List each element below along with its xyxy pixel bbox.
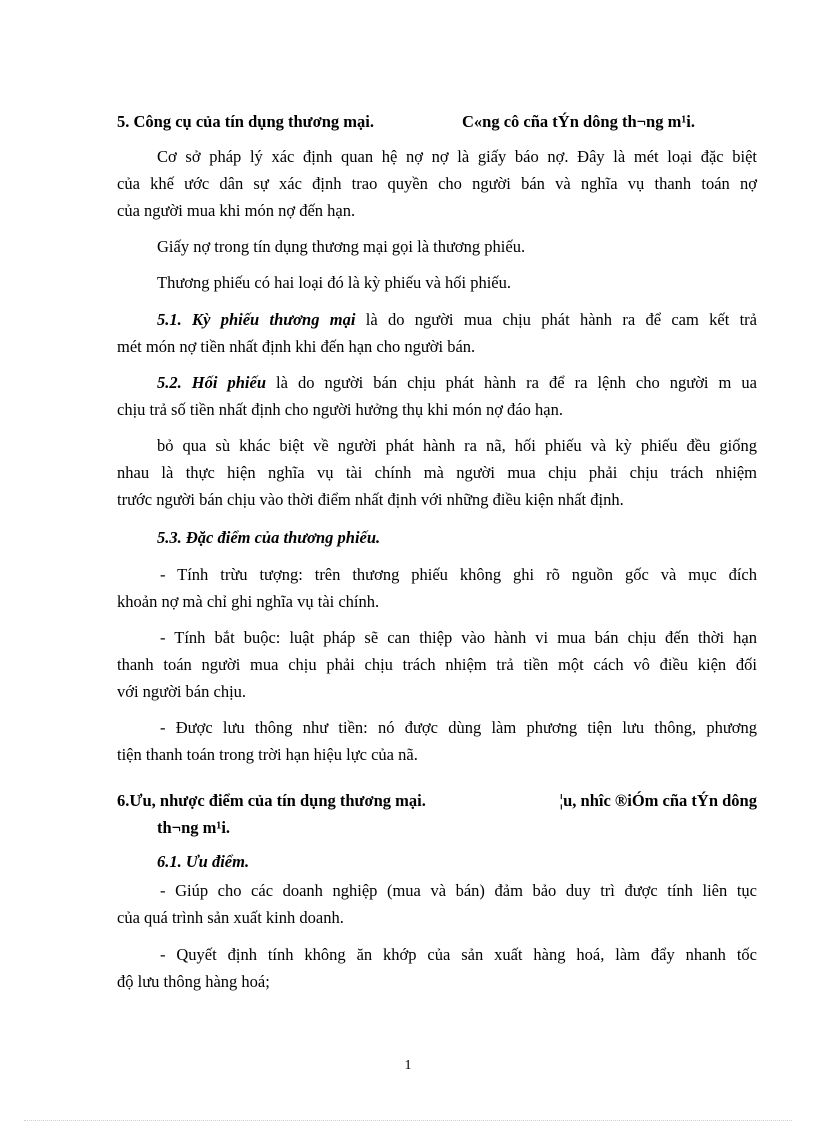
subsection-5-1-title: 5.1. Kỳ phiếu thương mại <box>157 310 356 329</box>
paragraph-line: của người mua khi món nợ đến hạn. <box>117 201 356 220</box>
paragraph-line: Giấy nợ trong tín dụng thương mại gọi là thương phiếu. <box>157 237 526 256</box>
bullet-line: tiện thanh toán trong trời hạn hiệu lực của nã. <box>117 745 418 764</box>
subsection-5-1-line <box>157 310 757 330</box>
bullet-line: khoản nợ mà chỉ ghi nghĩa vụ tài chính. <box>117 592 380 611</box>
bullet-line: độ lưu thông hàng hoá; <box>117 972 270 991</box>
paragraph-text: là do người mua chịu phát hành ra để cam kết trả <box>355 310 758 329</box>
paragraph-line: của khế ước dân sự xác định trao quyền cho người bán và nghĩa vụ thanh toán nợ <box>117 174 757 193</box>
page-bottom-divider <box>24 1120 792 1121</box>
bullet-line: của quá trình sản xuất kinh doanh. <box>117 908 344 927</box>
bullet-line: - Tính trừu tượng: trên thương phiếu không ghi rõ nguồn gốc và mục đích <box>160 565 757 584</box>
section-5-heading-garbled: C«ng cô cña tÝn dông th¬ng m¹i. <box>462 112 696 131</box>
paragraph-line: chịu trả số tiền nhất định cho người hưởng thụ khi món nợ đáo hạn. <box>117 400 563 419</box>
section-5-heading: 5. Công cụ của tín dụng thương mại. <box>117 112 374 131</box>
subsection-5-2-line <box>157 373 757 393</box>
paragraph-line: Cơ sở pháp lý xác định quan hệ nợ nợ là giấy báo nợ. Đây là mét loại đặc biệt <box>157 147 757 166</box>
bullet-line: - Quyết định tính không ăn khớp của sản xuất hàng hoá, làm đẩy nhanh tốc <box>160 945 757 964</box>
page-number: 1 <box>404 1058 412 1073</box>
paragraph-line: mét món nợ tiền nhất định khi đến hạn cho người bán. <box>117 337 476 356</box>
paragraph-line: Thương phiếu có hai loại đó là kỳ phiếu và hối phiếu. <box>157 273 512 292</box>
subsection-6-1-title: 6.1. Ưu điểm. <box>157 852 250 871</box>
paragraph-line: nhau là thực hiện nghĩa vụ tài chính mà người mua chịu phải chịu trách nhiệm <box>117 463 757 482</box>
section-6-heading-garbled: ¦u, nhîc ®iÓm cña tÝn dông <box>559 791 757 810</box>
section-6-heading: 6.Ưu, nhược điểm của tín dụng thương mại. <box>117 791 426 810</box>
bullet-line: thanh toán người mua chịu phải chịu trách nhiệm trả tiền một cách vô điều kiện đối <box>117 655 757 674</box>
bullet-line: với người bán chịu. <box>117 682 247 701</box>
subsection-5-3-title: 5.3. Đặc điểm của thương phiếu. <box>157 528 381 547</box>
paragraph-text: là do người bán chịu phát hành ra để ra lệnh cho người m ua <box>266 373 757 392</box>
subsection-5-2-title: 5.2. Hối phiếu <box>157 373 266 392</box>
bullet-line: - Tính bắt buộc: luật pháp sẽ can thiệp vào hành vi mua bán chịu đến thời hạn <box>160 628 757 647</box>
bullet-line: - Được lưu thông như tiền: nó được dùng làm phương tiện lưu thông, phương <box>160 718 757 737</box>
bullet-line: - Giúp cho các doanh nghiệp (mua và bán) đảm bảo duy trì được tính liên tục <box>160 881 757 900</box>
paragraph-line: bỏ qua sù khác biệt về người phát hành ra nã, hối phiếu và kỳ phiếu đều giống <box>157 436 757 455</box>
paragraph-line: trước người bán chịu vào thời điểm nhất định với những điều kiện nhất định. <box>117 490 624 509</box>
section-6-heading-garbled-cont: th¬ng m¹i. <box>157 818 231 837</box>
